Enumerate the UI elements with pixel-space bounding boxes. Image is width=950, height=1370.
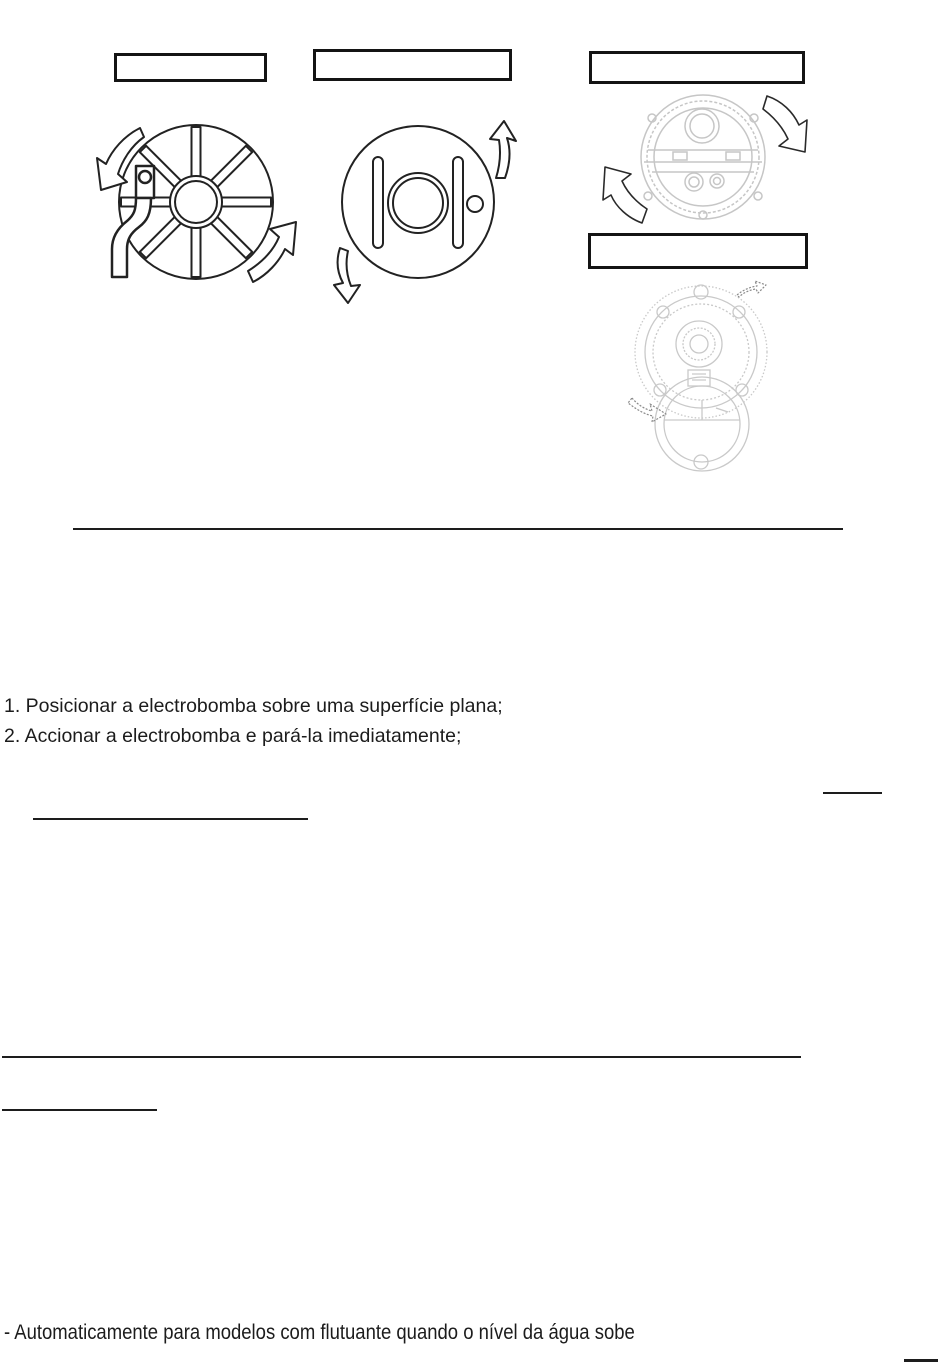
cover-outline [342, 126, 494, 278]
float-switch [655, 377, 749, 471]
blank-underline-short-left [2, 1109, 157, 1111]
impeller-figure [97, 125, 296, 282]
pump-cover-figure [334, 121, 516, 303]
step-1: 1. Posicionar a electrobomba sobre uma superfície plana; [4, 695, 503, 717]
rotation-arrow-left-up [603, 167, 647, 223]
corner-mark-rule [904, 1359, 938, 1362]
rotation-arrow-bottom-left [334, 248, 360, 303]
rotation-arrow-top-right [490, 121, 516, 178]
pump-bottom-figure [603, 95, 807, 223]
dashed-arrow-top-right [737, 281, 766, 297]
rotation-arrow-right-down [763, 96, 807, 152]
section-separator-rule [73, 528, 843, 530]
pump-float-figure [628, 281, 767, 471]
step-2: 2. Accionar a electrobomba e pará-la imediatamente; [4, 725, 462, 747]
blank-underline-short-right [823, 792, 882, 794]
instruction-steps [4, 691, 503, 751]
float-model-note: - Automaticamente para modelos com flutuante quando o nível da água sobe [4, 1321, 635, 1344]
blank-underline-long [2, 1056, 801, 1058]
blank-underline-left [33, 818, 308, 820]
